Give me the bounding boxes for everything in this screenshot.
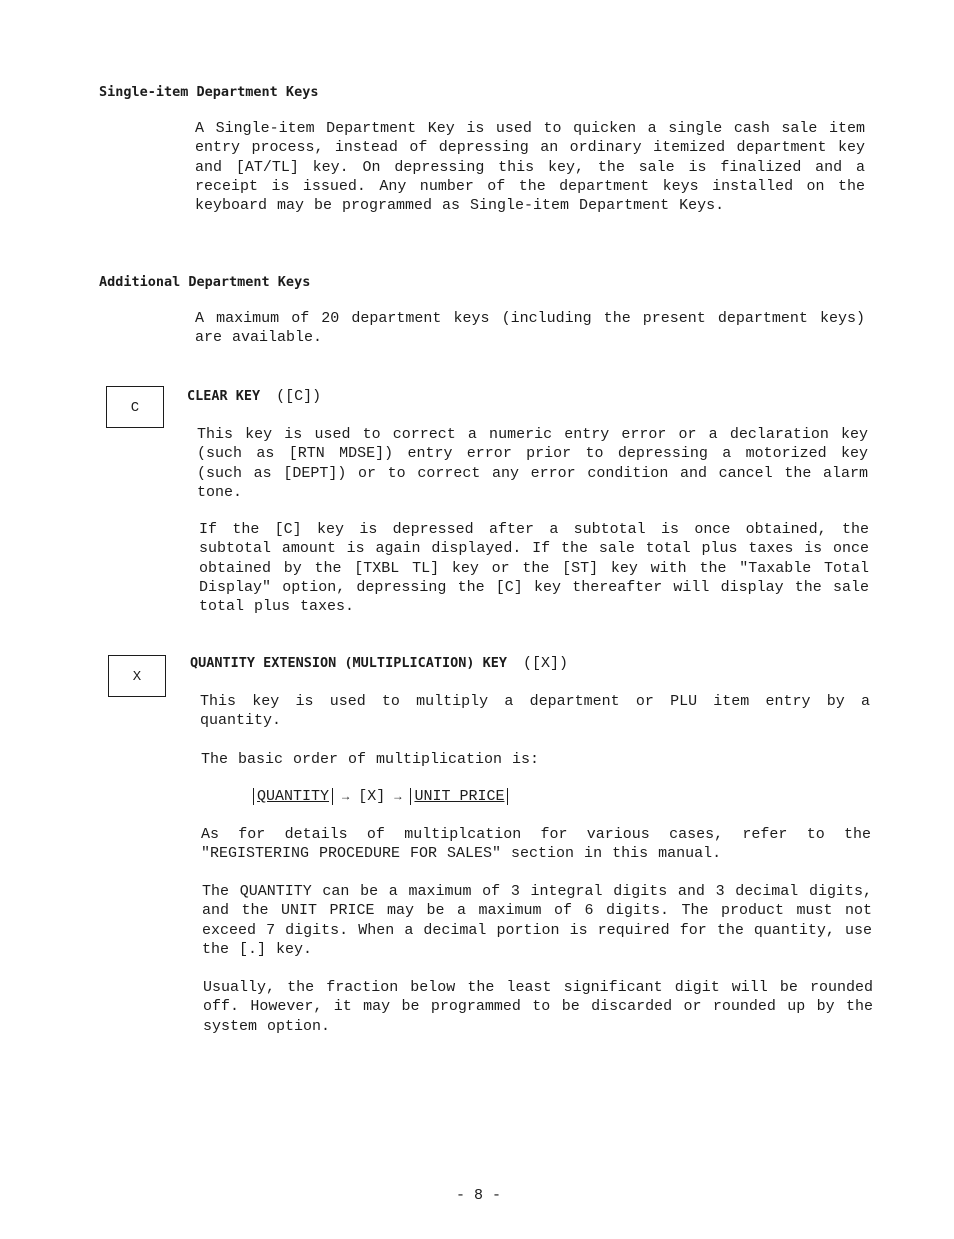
- clear-key-code: ([C]): [276, 388, 322, 405]
- clear-key-paragraph-2: If the [C] key is depressed after a subtotal is once obtained, the subtotal amount is again displayed. If the sale total plus taxes is once obtained by the [TXBL TL] key or the [ST] key with the "Taxable Total Display" option, depressing the [C] key thereafter will display the sale total plus taxes.: [199, 521, 869, 616]
- quantity-key-paragraph-2: The basic order of multiplication is:: [201, 751, 540, 768]
- quantity-key-box: X: [108, 655, 166, 697]
- formula-unit-price: UNIT PRICE: [410, 788, 508, 805]
- clear-key-paragraph-1: This key is used to correct a numeric entry error or a declaration key (such as [RTN MDSE]) entry error prior to depressing a motorized key (such as [DEPT]) or to correct any error condition and cancel the alarm tone.: [197, 426, 868, 501]
- single-item-paragraph: A Single-item Department Key is used to quicken a single cash sale item entry process, instead of depressing an ordinary itemized department key and [AT/TL] key. On depressing this key, the sale is finalized and a receipt is issued. Any number of the department keys installed on the keyboard may be programmed as Single-item Department Keys.: [195, 120, 865, 215]
- quantity-key-paragraph-5: Usually, the fraction below the least significant digit will be rounded off. However, it may be programmed to be discarded or rounded up by the system option.: [203, 979, 873, 1035]
- page-number: - 8 -: [456, 1187, 502, 1204]
- quantity-key-title-line: [190, 654, 568, 672]
- multiplication-formula: [253, 788, 508, 805]
- section-heading-single-item: Single-item Department Keys: [99, 84, 319, 100]
- clear-key-box: C: [106, 386, 164, 428]
- quantity-key-code: ([X]): [522, 655, 568, 672]
- clear-key-title: CLEAR KEY: [187, 388, 261, 404]
- quantity-key-title: QUANTITY EXTENSION (MULTIPLICATION) KEY: [190, 655, 507, 671]
- additional-paragraph: A maximum of 20 department keys (including the present department keys) are available.: [195, 310, 865, 347]
- arrow-right-icon: →: [394, 790, 402, 804]
- arrow-right-icon: →: [342, 790, 350, 804]
- formula-key: [X]: [358, 788, 386, 805]
- formula-quantity: QUANTITY: [253, 788, 333, 805]
- quantity-key-paragraph-1: This key is used to multiply a department or PLU item entry by a quantity.: [200, 693, 870, 730]
- quantity-key-paragraph-4: The QUANTITY can be a maximum of 3 integral digits and 3 decimal digits, and the UNIT PRICE may be a maximum of 6 digits. The product must not exceed 7 digits. When a decimal portion is required for the quantity, use the [.] key.: [202, 883, 872, 958]
- clear-key-title-line: [187, 387, 321, 405]
- section-heading-additional: Additional Department Keys: [99, 274, 311, 290]
- quantity-key-paragraph-3: As for details of multiplcation for various cases, refer to the "REGISTERING PROCEDURE FOR SALES" section in this manual.: [201, 826, 871, 863]
